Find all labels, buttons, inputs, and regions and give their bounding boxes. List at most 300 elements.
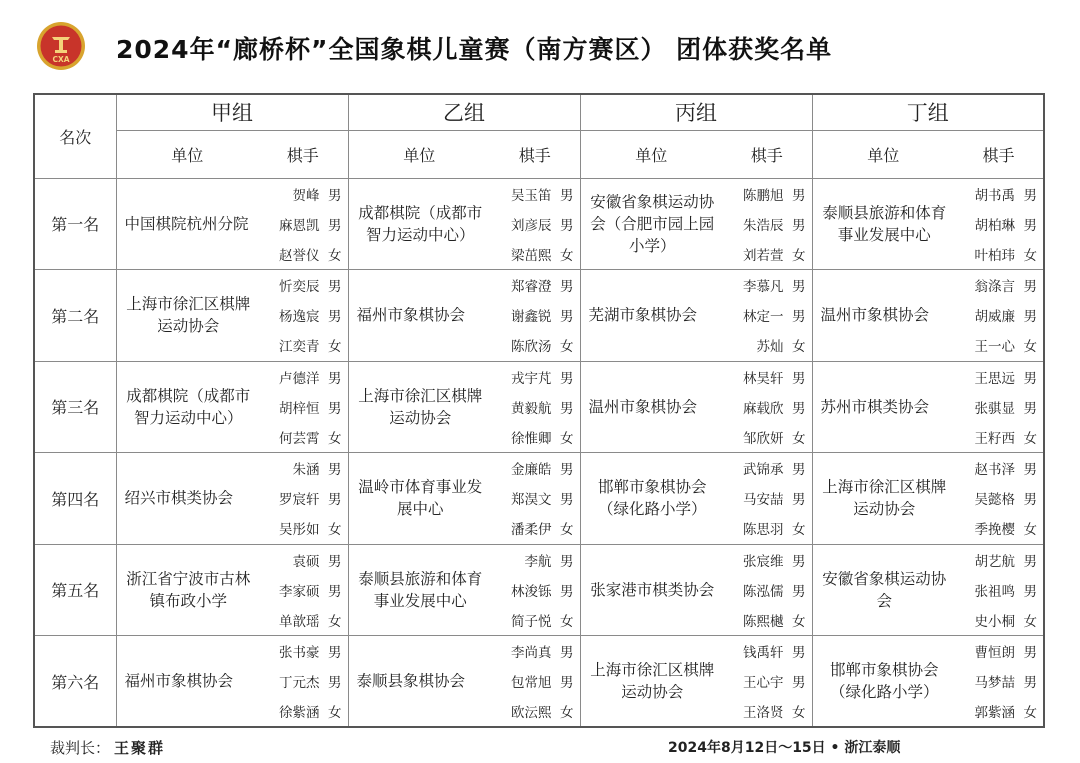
player-gender: 女: [792, 339, 806, 356]
player-gender: 男: [328, 309, 342, 326]
player-entry: [722, 209, 806, 239]
player-entry: [490, 392, 574, 422]
player-entry: [258, 392, 342, 422]
player-gender: 男: [328, 675, 342, 691]
player-entry: [258, 575, 342, 605]
player-name: 王洛贤: [743, 705, 784, 721]
player-gender: 男: [1023, 279, 1037, 296]
player-name: 李航: [524, 553, 552, 570]
player-entry: [490, 362, 574, 392]
player-name: 金廉皓: [511, 462, 552, 479]
unit-cell: 安徽省象棋运动协会（合肥市园上园小学）: [580, 178, 722, 270]
player-name: 张祖鸣: [974, 583, 1015, 600]
player-name: 林定一: [743, 309, 784, 326]
group-header: 丙组: [580, 94, 812, 130]
player-gender: 男: [1023, 400, 1037, 417]
player-entry: [722, 666, 806, 696]
player-entry: [954, 666, 1037, 696]
player-gender: 男: [560, 492, 574, 509]
player-gender: 女: [560, 613, 574, 630]
player-header: 棋手: [490, 130, 580, 178]
player-name: 王籽西: [974, 430, 1015, 447]
player-name: 赵书泽: [974, 462, 1015, 479]
player-name: 张骐显: [974, 400, 1015, 417]
player-gender: 男: [1023, 645, 1037, 661]
player-gender: 女: [560, 705, 574, 721]
player-entry: [954, 575, 1037, 605]
player-entry: [490, 330, 574, 360]
player-name: 翁涤言: [974, 279, 1015, 296]
player-gender: 女: [792, 247, 806, 264]
player-entry: [490, 636, 574, 666]
unit-header: 单位: [580, 130, 722, 178]
player-entry: [490, 300, 574, 330]
player-entry: [722, 696, 806, 726]
player-gender: 男: [1023, 462, 1037, 479]
player-gender: 女: [328, 247, 342, 264]
player-name: 谢鑫锐: [511, 309, 552, 326]
player-entry: [258, 179, 342, 209]
player-gender: 男: [328, 462, 342, 479]
player-name: 吴懿格: [974, 492, 1015, 509]
table-row: [34, 453, 1044, 545]
group-header: 丁组: [812, 94, 1044, 130]
players-cell: [722, 270, 812, 362]
player-gender: 男: [560, 309, 574, 326]
player-name: 陈泓儒: [743, 583, 784, 600]
players-cell: [490, 361, 580, 453]
player-name: 武锦承: [743, 462, 784, 479]
player-gender: 男: [792, 492, 806, 509]
player-entry: [258, 605, 342, 635]
players-cell: [258, 544, 348, 636]
player-entry: [258, 209, 342, 239]
unit-cell: 泰顺县旅游和体育事业发展中心: [812, 178, 954, 270]
player-gender: 男: [560, 675, 574, 691]
player-gender: 女: [1023, 705, 1037, 721]
player-name: 包常旭: [511, 675, 552, 691]
player-name: 贺峰: [292, 187, 320, 204]
player-name: 胡书禹: [974, 187, 1015, 204]
player-name: 忻奕辰: [279, 279, 320, 296]
player-name: 袁硕: [292, 553, 320, 570]
player-name: 何芸霄: [279, 430, 320, 447]
player-gender: 女: [560, 339, 574, 356]
player-name: 王一心: [974, 339, 1015, 356]
player-name: 邹欣妍: [743, 430, 784, 447]
rank-header: 名次: [34, 94, 116, 178]
cxa-logo-icon: [36, 21, 86, 71]
player-entry: [722, 270, 806, 300]
unit-header: 单位: [348, 130, 490, 178]
table-row: [34, 361, 1044, 453]
players-cell: [954, 544, 1044, 636]
player-name: 黄毅航: [511, 400, 552, 417]
player-entry: [954, 696, 1037, 726]
table-body: [34, 178, 1044, 727]
players-cell: [258, 361, 348, 453]
player-name: 吴彤如: [279, 522, 320, 539]
player-name: 季挽樱: [974, 522, 1015, 539]
player-entry: [954, 179, 1037, 209]
player-entry: [954, 330, 1037, 360]
player-gender: 女: [792, 522, 806, 539]
table-header: [34, 94, 1044, 178]
player-entry: [722, 545, 806, 575]
players-cell: [258, 178, 348, 270]
unit-cell: 成都棋院（成都市智力运动中心）: [348, 178, 490, 270]
player-name: 陈思羽: [743, 522, 784, 539]
player-name: 徐惟卿: [511, 430, 552, 447]
group-header: 甲组: [116, 94, 348, 130]
player-name: 郑淏文: [511, 492, 552, 509]
player-name: 王思远: [974, 370, 1015, 387]
player-gender: 男: [792, 370, 806, 387]
player-name: 郑睿澄: [511, 279, 552, 296]
player-entry: [954, 453, 1037, 483]
player-name: 朱涵: [292, 462, 320, 479]
player-gender: 男: [1023, 309, 1037, 326]
player-gender: 女: [792, 613, 806, 630]
player-entry: [258, 362, 342, 392]
player-name: 麻载欣: [743, 400, 784, 417]
players-cell: [954, 270, 1044, 362]
player-entry: [954, 636, 1037, 666]
player-entry: [722, 453, 806, 483]
player-gender: 男: [792, 217, 806, 234]
player-entry: [954, 239, 1037, 269]
player-name: 潘柔伊: [511, 522, 552, 539]
player-entry: [722, 179, 806, 209]
judge-name: 王聚群: [114, 739, 166, 757]
player-name: 马安喆: [743, 492, 784, 509]
player-entry: [258, 239, 342, 269]
player-gender: 男: [792, 279, 806, 296]
player-gender: 男: [328, 553, 342, 570]
unit-cell: 张家港市棋类协会: [580, 544, 722, 636]
player-name: 江奕青: [279, 339, 320, 356]
player-entry: [258, 636, 342, 666]
player-name: 赵誉仪: [279, 247, 320, 264]
unit-cell: 泰顺县象棋协会: [348, 636, 490, 728]
unit-cell: 上海市徐汇区棋牌运动协会: [116, 270, 258, 362]
unit-cell: 温州市象棋协会: [580, 361, 722, 453]
player-entry: [722, 300, 806, 330]
player-name: 胡柏琳: [974, 217, 1015, 234]
player-gender: 女: [328, 430, 342, 447]
players-cell: [954, 453, 1044, 545]
table-row: [34, 636, 1044, 728]
table-row: [34, 544, 1044, 636]
logo-text: CXA: [52, 55, 70, 64]
player-entry: [490, 483, 574, 513]
player-entry: [954, 422, 1037, 452]
player-gender: 男: [792, 675, 806, 691]
players-cell: [490, 270, 580, 362]
player-name: 郭紫涵: [974, 705, 1015, 721]
unit-cell: 上海市徐汇区棋牌运动协会: [348, 361, 490, 453]
award-table: [33, 93, 1045, 728]
player-gender: 女: [1023, 430, 1037, 447]
players-cell: [490, 544, 580, 636]
players-cell: [722, 544, 812, 636]
players-cell: [954, 178, 1044, 270]
player-entry: [258, 696, 342, 726]
unit-cell: 上海市徐汇区棋牌运动协会: [812, 453, 954, 545]
player-entry: [722, 513, 806, 543]
player-name: 戎宇芃: [511, 370, 552, 387]
player-name: 陈鹏旭: [743, 187, 784, 204]
player-gender: 男: [792, 645, 806, 661]
players-cell: [722, 361, 812, 453]
players-cell: [490, 636, 580, 728]
unit-cell: 成都棋院（成都市智力运动中心）: [116, 361, 258, 453]
player-gender: 男: [792, 583, 806, 600]
unit-cell: 泰顺县旅游和体育事业发展中心: [348, 544, 490, 636]
player-gender: 女: [328, 613, 342, 630]
player-entry: [490, 605, 574, 635]
player-name: 林浚铄: [511, 583, 552, 600]
players-cell: [722, 453, 812, 545]
unit-cell: 芜湖市象棋协会: [580, 270, 722, 362]
player-entry: [722, 330, 806, 360]
rank-cell: 第三名: [34, 361, 116, 453]
unit-cell: 安徽省象棋运动协会: [812, 544, 954, 636]
player-entry: [490, 179, 574, 209]
player-entry: [490, 666, 574, 696]
player-name: 钱禹轩: [743, 645, 784, 661]
player-name: 麻恩凯: [279, 217, 320, 234]
player-gender: 男: [560, 553, 574, 570]
player-entry: [258, 513, 342, 543]
unit-header: 单位: [812, 130, 954, 178]
award-table-wrapper: [33, 93, 1043, 728]
player-name: 林昊轩: [743, 370, 784, 387]
player-header: 棋手: [954, 130, 1044, 178]
unit-cell: 绍兴市棋类协会: [116, 453, 258, 545]
player-name: 欧沄熙: [511, 705, 552, 721]
player-gender: 女: [560, 247, 574, 264]
player-entry: [954, 270, 1037, 300]
player-name: 杨逸宸: [279, 309, 320, 326]
player-entry: [258, 422, 342, 452]
player-entry: [722, 392, 806, 422]
player-name: 徐紫涵: [279, 705, 320, 721]
players-cell: [954, 636, 1044, 728]
player-entry: [722, 483, 806, 513]
player-gender: 男: [560, 645, 574, 661]
player-gender: 男: [1023, 492, 1037, 509]
player-name: 胡梓恒: [279, 400, 320, 417]
player-gender: 男: [560, 279, 574, 296]
players-cell: [490, 178, 580, 270]
player-name: 卢德洋: [279, 370, 320, 387]
player-gender: 男: [328, 370, 342, 387]
player-name: 张书豪: [279, 645, 320, 661]
player-gender: 女: [328, 522, 342, 539]
player-gender: 女: [1023, 613, 1037, 630]
player-entry: [954, 362, 1037, 392]
player-entry: [954, 483, 1037, 513]
player-gender: 男: [792, 462, 806, 479]
player-entry: [722, 422, 806, 452]
player-entry: [258, 483, 342, 513]
player-gender: 女: [792, 705, 806, 721]
player-gender: 男: [1023, 553, 1037, 570]
group-header: 乙组: [348, 94, 580, 130]
player-gender: 女: [328, 705, 342, 721]
player-name: 刘若萱: [743, 247, 784, 264]
unit-cell: 温岭市体育事业发展中心: [348, 453, 490, 545]
player-gender: 女: [328, 339, 342, 356]
player-entry: [954, 209, 1037, 239]
player-entry: [954, 513, 1037, 543]
player-entry: [722, 362, 806, 392]
player-name: 叶柏玮: [974, 247, 1015, 264]
players-cell: [722, 636, 812, 728]
rank-cell: 第六名: [34, 636, 116, 728]
player-name: 李慕凡: [743, 279, 784, 296]
player-name: 胡艺航: [974, 553, 1015, 570]
player-entry: [722, 239, 806, 269]
player-entry: [490, 209, 574, 239]
page-header: [30, 18, 1050, 78]
unit-cell: 上海市徐汇区棋牌运动协会: [580, 636, 722, 728]
player-entry: [490, 270, 574, 300]
player-entry: [258, 453, 342, 483]
players-cell: [258, 636, 348, 728]
player-gender: 男: [560, 217, 574, 234]
player-gender: 男: [328, 645, 342, 661]
player-name: 陈熙樾: [743, 613, 784, 630]
player-gender: 男: [1023, 217, 1037, 234]
player-gender: 男: [328, 217, 342, 234]
player-entry: [954, 300, 1037, 330]
player-name: 单歆瑶: [279, 613, 320, 630]
player-gender: 男: [328, 279, 342, 296]
player-entry: [490, 696, 574, 726]
player-gender: 男: [328, 400, 342, 417]
player-entry: [490, 575, 574, 605]
players-cell: [954, 361, 1044, 453]
player-gender: 女: [560, 522, 574, 539]
player-name: 刘彦辰: [511, 217, 552, 234]
player-entry: [258, 330, 342, 360]
player-entry: [490, 453, 574, 483]
player-gender: 男: [1023, 675, 1037, 691]
player-gender: 男: [560, 187, 574, 204]
player-entry: [722, 575, 806, 605]
player-gender: 男: [328, 492, 342, 509]
player-name: 简子悦: [511, 613, 552, 630]
player-entry: [954, 605, 1037, 635]
players-cell: [258, 270, 348, 362]
player-gender: 男: [328, 583, 342, 600]
footer-date-location: 2024年8月12日～15日 • 浙江泰顺: [668, 740, 901, 756]
player-gender: 男: [1023, 187, 1037, 204]
player-name: 吴玉笛: [511, 187, 552, 204]
player-name: 史小桐: [974, 613, 1015, 630]
player-entry: [490, 239, 574, 269]
rank-cell: 第五名: [34, 544, 116, 636]
player-gender: 女: [792, 430, 806, 447]
player-gender: 女: [1023, 522, 1037, 539]
player-gender: 男: [560, 370, 574, 387]
judge-label: 裁判长：: [50, 739, 111, 757]
player-gender: 男: [328, 187, 342, 204]
player-name: 李尚真: [511, 645, 552, 661]
player-name: 曹恒朗: [974, 645, 1015, 661]
unit-header: 单位: [116, 130, 258, 178]
player-name: 张宸维: [743, 553, 784, 570]
unit-cell: 福州市象棋协会: [116, 636, 258, 728]
player-entry: [258, 270, 342, 300]
player-entry: [258, 300, 342, 330]
player-entry: [954, 545, 1037, 575]
player-name: 马梦喆: [974, 675, 1015, 691]
rank-cell: 第一名: [34, 178, 116, 270]
footer-judge: [50, 737, 165, 758]
page-title: 2024年“廊桥杯”全国象棋儿童赛（南方赛区） 团体获奖名单: [116, 35, 833, 64]
unit-cell: 中国棋院杭州分院: [116, 178, 258, 270]
player-gender: 女: [1023, 339, 1037, 356]
rank-cell: 第四名: [34, 453, 116, 545]
player-name: 胡威廉: [974, 309, 1015, 326]
player-name: 朱浩辰: [743, 217, 784, 234]
player-name: 梁茁熙: [511, 247, 552, 264]
player-gender: 男: [560, 583, 574, 600]
player-entry: [490, 545, 574, 575]
rank-cell: 第二名: [34, 270, 116, 362]
player-gender: 女: [560, 430, 574, 447]
player-name: 陈欣汤: [511, 339, 552, 356]
player-gender: 男: [560, 462, 574, 479]
unit-cell: 苏州市棋类协会: [812, 361, 954, 453]
player-gender: 男: [1023, 583, 1037, 600]
unit-cell: 温州市象棋协会: [812, 270, 954, 362]
player-gender: 男: [560, 400, 574, 417]
player-gender: 男: [792, 187, 806, 204]
player-entry: [490, 513, 574, 543]
unit-cell: 邯郸市象棋协会（绿化路小学）: [812, 636, 954, 728]
table-row: [34, 270, 1044, 362]
player-header: 棋手: [258, 130, 348, 178]
player-name: 王心宇: [743, 675, 784, 691]
player-gender: 男: [792, 400, 806, 417]
player-entry: [954, 392, 1037, 422]
player-entry: [490, 422, 574, 452]
player-name: 苏灿: [756, 339, 784, 356]
player-gender: 男: [792, 553, 806, 570]
players-cell: [722, 178, 812, 270]
player-name: 李家硕: [279, 583, 320, 600]
player-header: 棋手: [722, 130, 812, 178]
table-row: [34, 178, 1044, 270]
player-gender: 女: [1023, 247, 1037, 264]
unit-cell: 福州市象棋协会: [348, 270, 490, 362]
unit-cell: 邯郸市象棋协会（绿化路小学）: [580, 453, 722, 545]
player-name: 丁元杰: [279, 675, 320, 691]
unit-cell: 浙江省宁波市古林镇布政小学: [116, 544, 258, 636]
player-name: 罗宸轩: [279, 492, 320, 509]
player-entry: [258, 666, 342, 696]
player-entry: [258, 545, 342, 575]
players-cell: [490, 453, 580, 545]
player-gender: 男: [792, 309, 806, 326]
player-entry: [722, 636, 806, 666]
players-cell: [258, 453, 348, 545]
player-entry: [722, 605, 806, 635]
